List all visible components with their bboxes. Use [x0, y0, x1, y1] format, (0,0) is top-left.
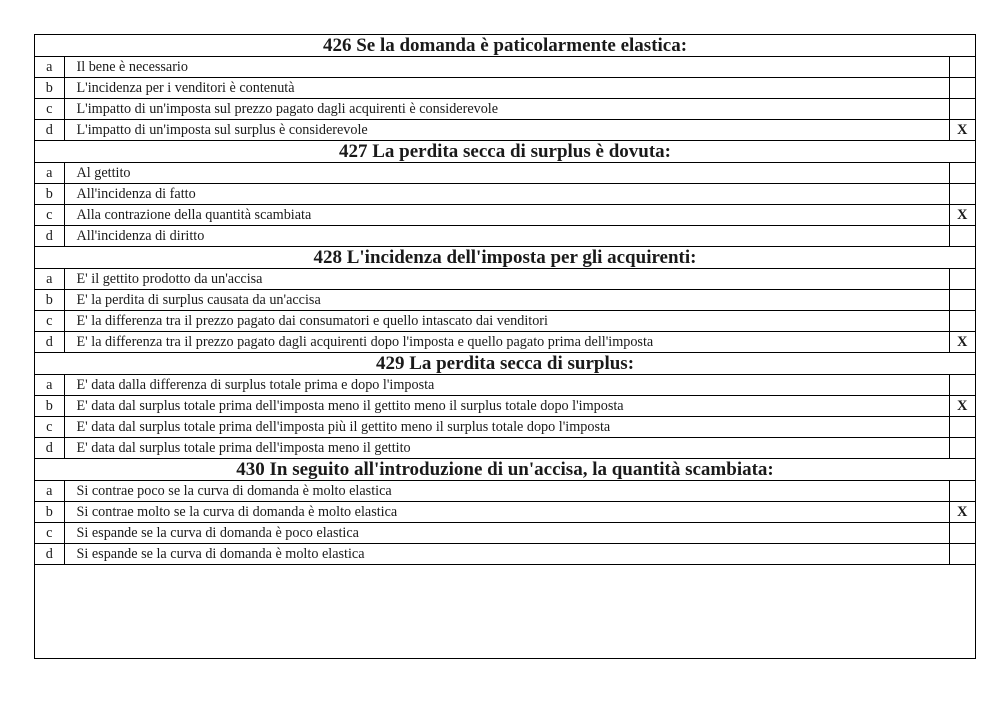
answer-row — [35, 120, 975, 141]
answer-letter: c — [35, 417, 64, 438]
answer-row — [35, 523, 975, 544]
correct-answer-mark — [949, 417, 975, 438]
answer-letter: c — [35, 205, 64, 226]
answer-row — [35, 226, 975, 247]
question-title-row — [35, 141, 975, 163]
correct-answer-mark — [949, 311, 975, 332]
answer-text: L'impatto di un'imposta sul prezzo pagato dagli acquirenti è considerevole — [64, 99, 949, 120]
correct-answer-mark: X — [949, 205, 975, 226]
answer-letter: b — [35, 78, 64, 99]
answer-letter: d — [35, 120, 64, 141]
answer-row — [35, 332, 975, 353]
question-title: 427 La perdita secca di surplus è dovuta: — [35, 141, 975, 163]
answer-row — [35, 57, 975, 78]
answer-letter: a — [35, 481, 64, 502]
answer-text: E' la differenza tra il prezzo pagato dagli acquirenti dopo l'imposta e quello pagato prima dell'imposta — [64, 332, 949, 353]
answer-letter: a — [35, 57, 64, 78]
answer-letter: d — [35, 438, 64, 459]
question-title: 430 In seguito all'introduzione di un'accisa, la quantità scambiata: — [35, 459, 975, 481]
correct-answer-mark — [949, 99, 975, 120]
correct-answer-mark — [949, 481, 975, 502]
answer-row — [35, 544, 975, 565]
quiz-body — [35, 35, 975, 565]
answer-text: Si contrae molto se la curva di domanda è molto elastica — [64, 502, 949, 523]
answer-letter: a — [35, 375, 64, 396]
answer-text: E' data dal surplus totale prima dell'imposta meno il gettito meno il surplus totale dopo l'imposta — [64, 396, 949, 417]
question-title: 426 Se la domanda è paticolarmente elastica: — [35, 35, 975, 57]
quiz-sheet — [34, 34, 976, 659]
correct-answer-mark — [949, 544, 975, 565]
correct-answer-mark: X — [949, 120, 975, 141]
correct-answer-mark — [949, 78, 975, 99]
answer-row — [35, 184, 975, 205]
answer-text: L'impatto di un'imposta sul surplus è considerevole — [64, 120, 949, 141]
answer-row — [35, 481, 975, 502]
answer-row — [35, 502, 975, 523]
correct-answer-mark — [949, 290, 975, 311]
answer-text: E' la perdita di surplus causata da un'accisa — [64, 290, 949, 311]
answer-text: Si espande se la curva di domanda è poco elastica — [64, 523, 949, 544]
answer-text: E' la differenza tra il prezzo pagato dai consumatori e quello intascato dai venditori — [64, 311, 949, 332]
answer-text: E' data dalla differenza di surplus totale prima e dopo l'imposta — [64, 375, 949, 396]
answer-text: L'incidenza per i venditori è contenutà — [64, 78, 949, 99]
answer-letter: a — [35, 269, 64, 290]
answer-row — [35, 78, 975, 99]
question-title: 428 L'incidenza dell'imposta per gli acquirenti: — [35, 247, 975, 269]
answer-letter: d — [35, 332, 64, 353]
answer-letter: c — [35, 99, 64, 120]
correct-answer-mark — [949, 226, 975, 247]
answer-letter: c — [35, 523, 64, 544]
answer-row — [35, 311, 975, 332]
answer-letter: b — [35, 396, 64, 417]
correct-answer-mark — [949, 523, 975, 544]
answer-row — [35, 269, 975, 290]
answer-letter: b — [35, 502, 64, 523]
correct-answer-mark — [949, 375, 975, 396]
quiz-table — [35, 35, 975, 565]
answer-row — [35, 290, 975, 311]
answer-text: E' data dal surplus totale prima dell'imposta più il gettito meno il surplus totale dopo l'imposta — [64, 417, 949, 438]
answer-text: Alla contrazione della quantità scambiata — [64, 205, 949, 226]
answer-text: E' il gettito prodotto da un'accisa — [64, 269, 949, 290]
answer-text: Si contrae poco se la curva di domanda è molto elastica — [64, 481, 949, 502]
answer-text: Si espande se la curva di domanda è molto elastica — [64, 544, 949, 565]
question-title-row — [35, 35, 975, 57]
correct-answer-mark — [949, 184, 975, 205]
question-title-row — [35, 247, 975, 269]
correct-answer-mark: X — [949, 332, 975, 353]
answer-letter: c — [35, 311, 64, 332]
correct-answer-mark — [949, 57, 975, 78]
answer-row — [35, 417, 975, 438]
answer-letter: b — [35, 290, 64, 311]
answer-letter: a — [35, 163, 64, 184]
answer-text: Al gettito — [64, 163, 949, 184]
question-title: 429 La perdita secca di surplus: — [35, 353, 975, 375]
question-title-row — [35, 353, 975, 375]
correct-answer-mark — [949, 438, 975, 459]
answer-text: All'incidenza di diritto — [64, 226, 949, 247]
correct-answer-mark — [949, 269, 975, 290]
answer-letter: d — [35, 544, 64, 565]
answer-row — [35, 438, 975, 459]
answer-text: Il bene è necessario — [64, 57, 949, 78]
answer-row — [35, 205, 975, 226]
answer-text: All'incidenza di fatto — [64, 184, 949, 205]
answer-row — [35, 99, 975, 120]
answer-letter: d — [35, 226, 64, 247]
correct-answer-mark: X — [949, 396, 975, 417]
answer-text: E' data dal surplus totale prima dell'imposta meno il gettito — [64, 438, 949, 459]
answer-row — [35, 375, 975, 396]
correct-answer-mark: X — [949, 502, 975, 523]
answer-row — [35, 396, 975, 417]
correct-answer-mark — [949, 163, 975, 184]
answer-row — [35, 163, 975, 184]
answer-letter: b — [35, 184, 64, 205]
question-title-row — [35, 459, 975, 481]
